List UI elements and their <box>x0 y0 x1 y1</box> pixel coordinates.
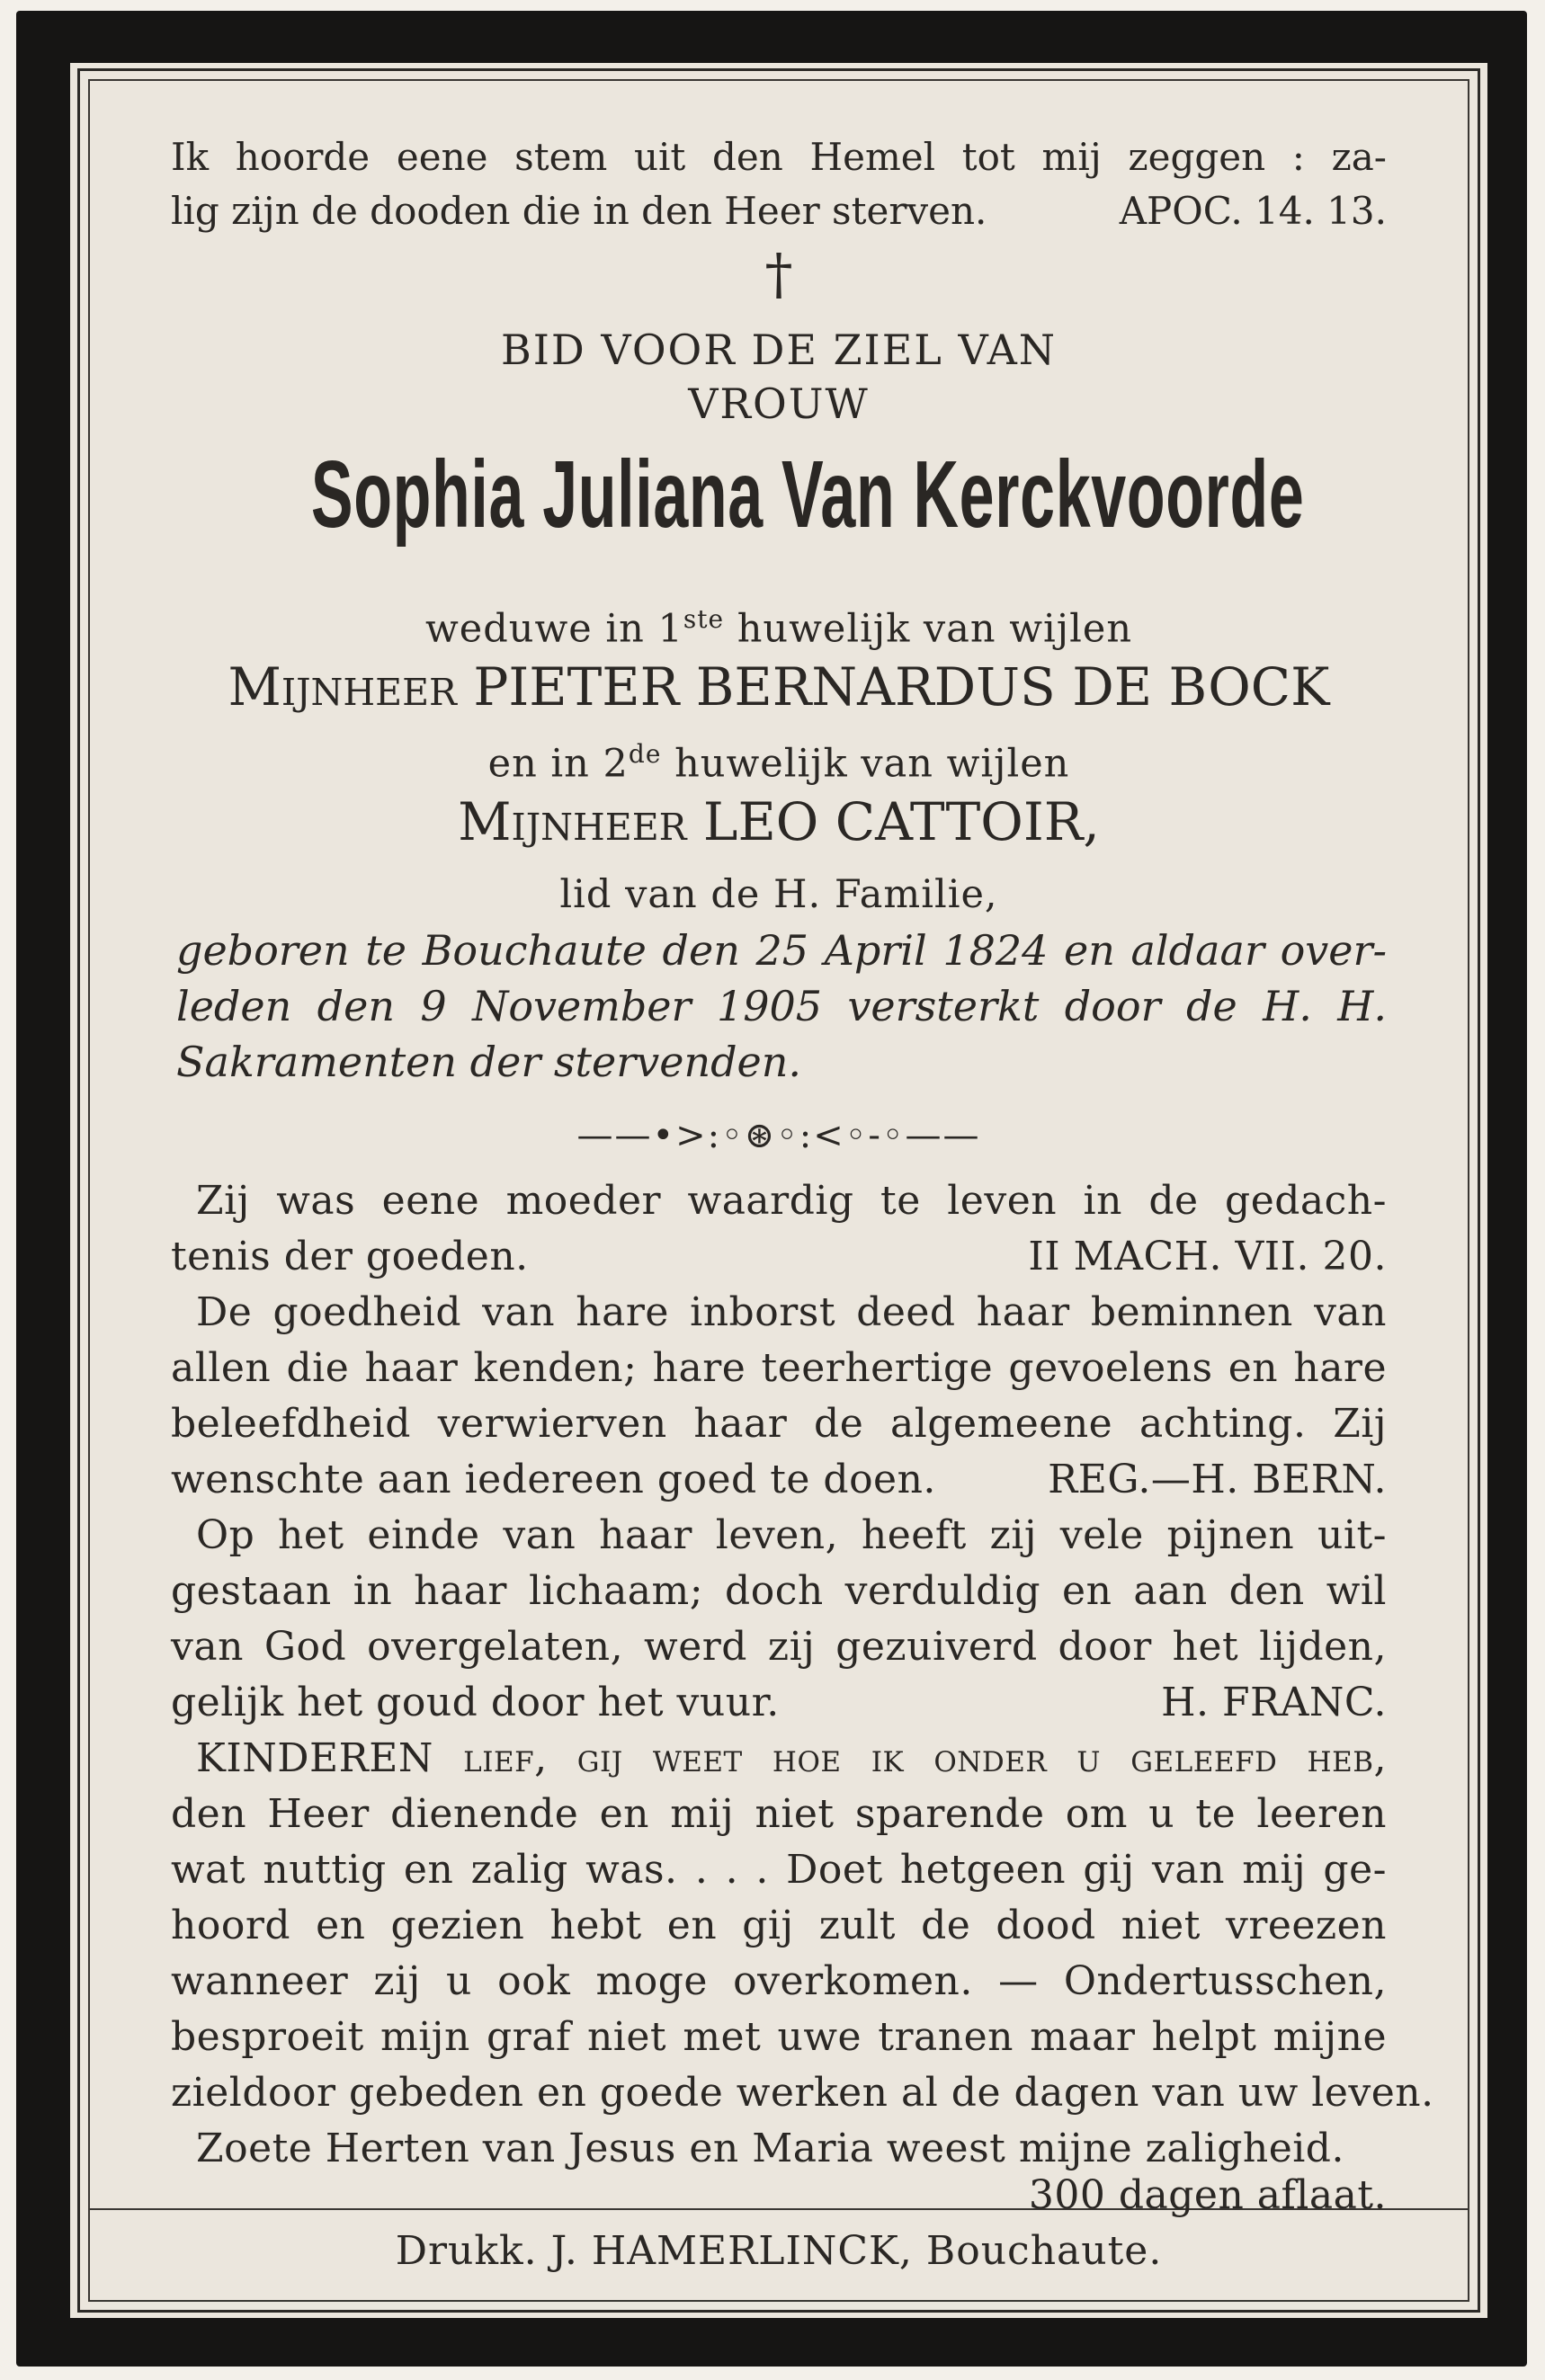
verse-1-line-2 <box>171 1234 1387 1279</box>
verse-4-line-1: KINDEREN lief, gij weet hoe ik onder u geleefd heb, <box>196 1735 1387 1781</box>
verse-3-line-4 <box>171 1680 1387 1725</box>
printer-credit: Drukk. J. HAMERLINCK, Bouchaute. <box>395 2228 1163 2274</box>
first-marriage-ordinal: ste <box>683 604 725 634</box>
epigraph-line-1: Ik hoorde eene stem uit den Hemel tot mij zeggen : za- <box>171 135 1387 179</box>
heading-line-1: BID VOOR DE ZIEL VAN <box>500 325 1058 374</box>
second-marriage-suffix: huwelijk van wijlen <box>661 741 1070 787</box>
first-marriage-prefix: weduwe in 1 <box>424 606 683 652</box>
ornament-divider: ——•>:◦⊛◦:<◦-◦—— <box>576 1115 981 1156</box>
heading-line-2: VROUW <box>688 379 870 428</box>
verse-4-line-2: den Heer dienende en mij niet sparende om u te leeren <box>171 1791 1387 1837</box>
epigraph-reference: APOC. 14. 13. <box>1119 189 1387 233</box>
second-marriage-line <box>70 739 1487 786</box>
verse-4-line-5: wanneer zij u ook moge overkomen. — Ondertusschen, <box>171 1958 1387 2004</box>
verse-1-text: tenis der goeden. <box>171 1234 529 1279</box>
verse-2-text: wenschte aan iedereen goed te doen. <box>171 1457 936 1502</box>
verse-5-line-1: Zoete Herten van Jesus en Maria weest mijne zaligheid. <box>196 2126 1344 2171</box>
second-husband: Mijnheer LEO CATTOIR, <box>458 791 1100 852</box>
card-paper <box>70 63 1487 2318</box>
epigraph-text: lig zijn de dooden die in den Heer sterven. <box>171 189 987 233</box>
verse-3-reference: H. FRANC. <box>1161 1680 1387 1725</box>
second-marriage-ordinal: de <box>628 739 662 769</box>
black-mourning-border <box>16 11 1527 2367</box>
verse-2-line-3: beleefdheid verwierven haar de algemeene achting. Zij <box>171 1401 1387 1447</box>
cross-icon: † <box>764 241 793 307</box>
deceased-name: Sophia Juliana Van Kerckvoorde <box>310 441 1305 548</box>
verse-2-line-2: allen die haar kenden; hare teerhertige gevoelens en hare <box>171 1345 1387 1391</box>
verse-4-line-3: wat nuttig en zalig was. . . . Doet hetgeen gij van mij ge- <box>171 1847 1387 1893</box>
indulgence-note: 300 dagen aflaat. <box>1028 2172 1387 2218</box>
first-marriage-suffix: huwelijk van wijlen <box>724 606 1133 652</box>
verse-4-line-4: hoord en gezien hebt en gij zult de dood niet vreezen <box>171 1903 1387 1948</box>
verse-2-reference: REG.—H. BERN. <box>1048 1457 1387 1502</box>
verse-4-line-7: zieldoor gebeden en goede werken al de dagen van uw leven. <box>171 2070 1434 2116</box>
verse-3-text: gelijk het goud door het vuur. <box>171 1680 780 1725</box>
epigraph-line-2 <box>171 189 1387 233</box>
verse-3-line-2: gestaan in haar lichaam; doch verduldig en aan den wil <box>171 1568 1387 1614</box>
verse-2-line-1: De goedheid van hare inborst deed haar beminnen van <box>196 1289 1387 1335</box>
first-husband: Mijnheer PIETER BERNARDUS DE BOCK <box>228 656 1330 718</box>
first-marriage-line <box>70 604 1487 651</box>
membership-line: lid van de H. Familie, <box>559 872 998 917</box>
life-line-3: Sakramenten der stervenden. <box>176 1038 801 1086</box>
verse-1-reference: II MACH. VII. 20. <box>1028 1234 1387 1279</box>
verse-3-line-1: Op het einde van haar leven, heeft zij vele pijnen uit- <box>196 1512 1387 1558</box>
verse-3-line-3: van God overgelaten, werd zij gezuiverd door het lijden, <box>171 1624 1387 1670</box>
life-line-1: geboren te Bouchaute den 25 April 1824 en aldaar over- <box>176 926 1387 975</box>
second-marriage-prefix: en in 2 <box>487 741 629 787</box>
verse-4-line-6: besproeit mijn graf niet met uwe tranen maar helpt mijne <box>171 2014 1387 2060</box>
life-line-2: leden den 9 November 1905 versterkt door de H. H. <box>176 982 1387 1030</box>
verse-1-line-1: Zij was eene moeder waardig te leven in de gedach- <box>196 1178 1387 1224</box>
verse-2-line-4 <box>171 1457 1387 1502</box>
